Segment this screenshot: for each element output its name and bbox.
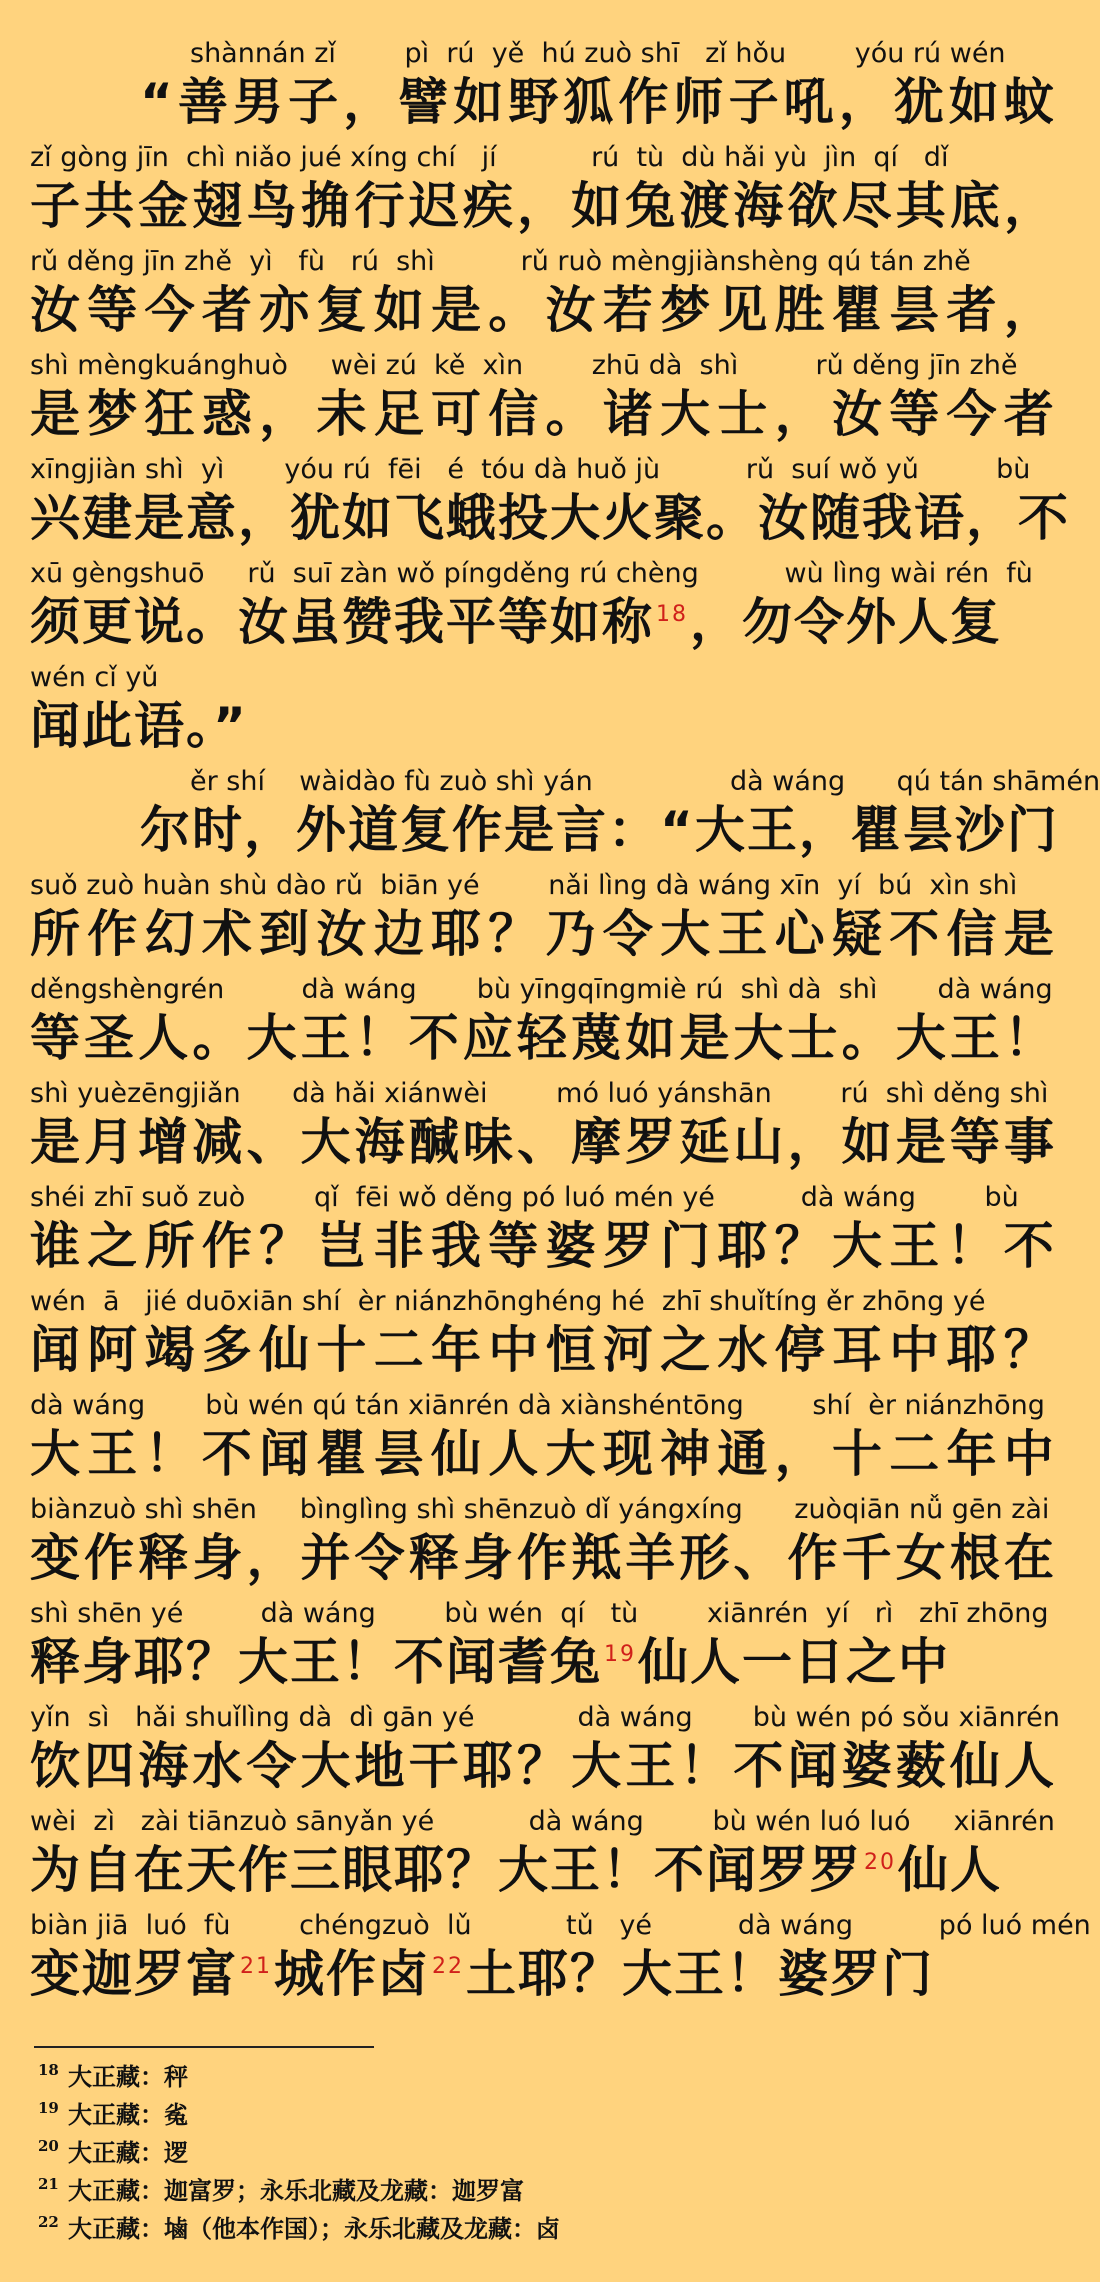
text-line [30, 556, 1056, 660]
text-line [30, 660, 1056, 764]
footnote-ref[interactable]: 21 [240, 1954, 272, 1980]
footnote-ref[interactable]: 18 [656, 602, 688, 628]
text-line [30, 1284, 1056, 1388]
hanzi-line: 闻 阿 竭 多 仙 十 二 年 中 恒 河 之 水 停 耳 中 耶 ？ [30, 1321, 1056, 1379]
hanzi-line: 所 作 幻 术 到 汝 边 耶 ？ 乃 令 大 王 心 疑 不 信 是 [30, 905, 1056, 963]
hanzi-segment: 土耶？大王！婆罗门 [466, 1945, 934, 2003]
pinyin-line: děngshèngrén dà wáng bù yīngqīngmiè rú shì dà shì dà wáng [30, 974, 1053, 1005]
footnote [38, 2172, 1038, 2210]
text-line [30, 140, 1056, 244]
footnote-number: 19 [38, 2099, 59, 2117]
footnote-text: 大正藏：秤 [68, 2062, 188, 2091]
pinyin-line: zǐ gòng jīn chì niǎo jué xíng chí jí rú tù dù hǎi yù jìn qí dǐ [30, 142, 949, 173]
hanzi-segment: 须更说。汝虽赞我平等如称 [30, 593, 654, 651]
hanzi-line: 饮 四 海 水 令 大 地 干 耶 ？ 大 王 ！ 不 闻 婆 薮 仙 人 [30, 1737, 1056, 1795]
text-line [30, 1492, 1056, 1596]
pinyin-line: wén cǐ yǔ [30, 662, 159, 693]
footnote [38, 2096, 1038, 2134]
text-line [30, 1908, 1091, 2012]
hanzi-line: 汝 等 今 者 亦 复 如 是 。 汝 若 梦 见 胜 瞿 昙 者 ， [30, 281, 1056, 339]
footnote [38, 2134, 1038, 2172]
pinyin-line: suǒ zuò huàn shù dào rǔ biān yé nǎi lìng dà wáng xīn yí bú xìn shì [30, 870, 1018, 901]
hanzi-line: 是 月 增 减 、 大 海 醎 味 、 摩 罗 延 山 ， 如 是 等 事 [30, 1113, 1056, 1171]
text-line [30, 972, 1056, 1076]
pinyin-line: wén ā jié duōxiān shí èr niánzhōnghéng hé zhī shuǐtíng ěr zhōng yé [30, 1286, 986, 1317]
pinyin-line: shì yuèzēngjiǎn dà hǎi xiánwèi mó luó yánshān rú shì děng shì [30, 1078, 1049, 1109]
footnote [38, 2058, 1038, 2096]
footnote-number: 18 [38, 2061, 59, 2079]
footnote-ref[interactable]: 20 [864, 1850, 896, 1876]
pinyin-line: dà wáng bù wén qú tán xiānrén dà xiànshéntōng shí èr niánzhōng [30, 1390, 1045, 1421]
hanzi-segment: 为自在天作三眼耶？大王！不闻罗罗 [30, 1841, 862, 1899]
footnote-text: 大正藏：逻 [68, 2138, 188, 2167]
hanzi-segment: 仙人 [898, 1841, 1002, 1899]
hanzi-line: 子 共 金 翅 鸟 捔 行 迟 疾 ， 如 兔 渡 海 欲 尽 其 底 ， [30, 177, 1056, 235]
hanzi-segment: 城作卤 [274, 1945, 430, 2003]
text-line [30, 764, 1100, 868]
footnote-ref[interactable]: 19 [604, 1642, 636, 1668]
pinyin-line: rǔ děng jīn zhě yì fù rú shì rǔ ruò mèngjiànshèng qú tán zhě [30, 246, 971, 277]
footnote-text: 大正藏：塷（他本作国）；永乐北藏及龙藏：卤 [68, 2214, 560, 2243]
hanzi-line [30, 1630, 1056, 1694]
pinyin-line: wèi zì zài tiānzuò sānyǎn yé dà wáng bù wén luó luó xiānrén [30, 1806, 1055, 1837]
hanzi-line: 闻此语。” [30, 697, 248, 755]
hanzi-line: 等 圣 人 。 大 王 ！ 不 应 轻 蔑 如 是 大 士 。 大 王 ！ [30, 1009, 1056, 1067]
hanzi-segment: 变迦罗富 [30, 1945, 238, 2003]
pinyin-line: yǐn sì hǎi shuǐlìng dà dì gān yé dà wáng bù wén pó sǒu xiānrén [30, 1702, 1060, 1733]
hanzi-line: 变 作 释 身 ， 并 令 释 身 作 羝 羊 形 、 作 千 女 根 在 [30, 1529, 1056, 1587]
hanzi-line: 是 梦 狂 惑 ， 未 足 可 信 。 诸 大 士 ， 汝 等 今 者 [30, 385, 1056, 443]
pinyin-line: shéi zhī suǒ zuò qǐ fēi wǒ děng pó luó mén yé dà wáng bù [30, 1182, 1019, 1213]
hanzi-line: 兴 建 是 意 ， 犹 如 飞 蛾 投 大 火 聚 。 汝 随 我 语 ， 不 [30, 489, 1070, 547]
pinyin-line: xīngjiàn shì yì yóu rú fēi é tóu dà huǒ jù rǔ suí wǒ yǔ bù [30, 454, 1031, 485]
text-line [30, 1804, 1056, 1908]
hanzi-line [30, 1942, 1056, 2006]
hanzi-segment: 释身耶？大王！不闻耆兔 [30, 1633, 602, 1691]
pinyin-line: shànnán zǐ pì rú yě hú zuò shī zǐ hǒu yóu rú wén [190, 38, 1006, 69]
pinyin-line: shì shēn yé dà wáng bù wén qí tù xiānrén yí rì zhī zhōng [30, 1598, 1049, 1629]
hanzi-line: “ 善 男 子 ， 譬 如 野 狐 作 师 子 吼 ， 犹 如 蚊 [140, 73, 1056, 131]
footnote-number: 22 [38, 2213, 59, 2231]
footnote [38, 2210, 1038, 2248]
pinyin-line: biàn jiā luó fù chéngzuò lǔ tǔ yé dà wáng pó luó mén [30, 1910, 1091, 1941]
footnotes [38, 2058, 1038, 2248]
hanzi-line: 尔时，外道复作是言：“大王，瞿昙沙门 [140, 801, 1059, 859]
footnote-number: 20 [38, 2137, 59, 2155]
text-line [30, 1700, 1060, 1804]
footnote-text: 大正藏：㝹 [68, 2100, 188, 2129]
pinyin-line: shì mèngkuánghuò wèi zú kě xìn zhū dà shì rǔ děng jīn zhě [30, 350, 1018, 381]
pinyin-line: ěr shí wàidào fù zuò shì yán dà wáng qú tán shāmén [190, 766, 1100, 797]
hanzi-segment: ，勿令外人复 [690, 593, 1002, 651]
hanzi-line [30, 1838, 1056, 1902]
text-line [30, 868, 1056, 972]
pinyin-line: xū gèngshuō rǔ suī zàn wǒ píngděng rú chèng wù lìng wài rén fù [30, 558, 1033, 589]
text-line [30, 1180, 1056, 1284]
hanzi-line [30, 590, 1056, 654]
text-line [30, 348, 1056, 452]
text-line [30, 244, 1056, 348]
text-line [30, 36, 1056, 140]
footnote-divider [34, 2046, 374, 2048]
text-line [30, 452, 1070, 556]
footnote-ref[interactable]: 22 [432, 1954, 464, 1980]
footnote-text: 大正藏：迦富罗；永乐北藏及龙藏：迦罗富 [68, 2176, 524, 2205]
text-line [30, 1076, 1056, 1180]
pinyin-line: biànzuò shì shēn bìnglìng shì shēnzuò dǐ yángxíng zuòqiān nǚ gēn zài [30, 1494, 1050, 1525]
text-line [30, 1388, 1056, 1492]
footnote-number: 21 [38, 2175, 59, 2193]
hanzi-line: 谁 之 所 作 ？ 岂 非 我 等 婆 罗 门 耶 ？ 大 王 ！ 不 [30, 1217, 1056, 1275]
hanzi-line: 大 王 ！ 不 闻 瞿 昙 仙 人 大 现 神 通 ， 十 二 年 中 [30, 1425, 1056, 1483]
text-line [30, 1596, 1056, 1700]
hanzi-segment: 仙人一日之中 [638, 1633, 950, 1691]
